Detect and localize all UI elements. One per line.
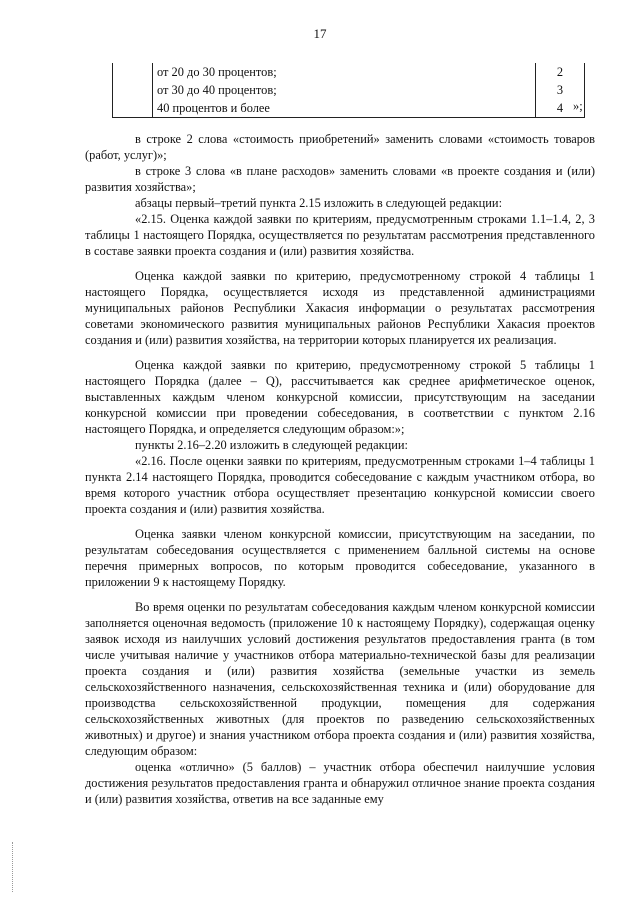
paragraph: в строке 3 слова «в плане расходов» заменить словами «в проекте создания и (или) развития хозяйства»; xyxy=(85,164,595,194)
table-cell-score: 4 xyxy=(536,99,585,118)
table-cell-label: 40 процентов и более xyxy=(153,99,536,118)
table-row xyxy=(113,63,585,81)
paragraph: оценка «отлично» (5 баллов) – участник отбора обеспечил наилучшие условия достижения результатов предоставления гранта и обнаружил отличное знание проекта создания и (или) развития хозяйства, ответив на все заданные ему xyxy=(85,760,595,806)
table-cell-label: от 20 до 30 процентов; xyxy=(153,63,536,81)
paragraph: в строке 2 слова «стоимость приобретений» заменить словами «стоимость товаров (работ, услуг)»; xyxy=(85,132,595,162)
paragraph: «2.15. Оценка каждой заявки по критериям, предусмотренным строками 1.1–1.4, 2, 3 таблицы 1 настоящего Порядка, осуществляется по результатам рассмотрения представленного в составе заявки проекта создания и (или) развития хозяйства. xyxy=(85,212,595,258)
paragraph: абзацы первый–третий пункта 2.15 изложить в следующей редакции: xyxy=(135,196,503,210)
paragraph: Оценка заявки членом конкурсной комиссии, присутствующим на заседании, по результатам собеседования осуществляется с применением балльной системы на основе перечня примерных вопросов, по которым проводится собеседование, указанного в приложении 9 к настоящему Порядку. xyxy=(85,527,595,589)
table-cell-score: 3 xyxy=(536,81,585,99)
paragraph: «2.16. После оценки заявки по критериям, предусмотренным строками 1–4 таблицы 1 пункта 2.14 настоящего Порядка, проводится собеседование с каждым участником отбора, во время которого участник отбора осуществляет презентацию конкурсной комиссии своего проекта создания и (или) развития хозяйства. xyxy=(85,454,595,516)
paragraph: пункты 2.16–2.20 изложить в следующей редакции: xyxy=(135,438,408,452)
table-cell-blank xyxy=(113,63,153,81)
table-cell-blank xyxy=(113,99,153,118)
margin-marks xyxy=(12,842,15,892)
table-row xyxy=(113,99,585,118)
table-cell-label: от 30 до 40 процентов; xyxy=(153,81,536,99)
score-table xyxy=(112,63,585,118)
document-body xyxy=(85,131,595,807)
table-cell-score: 2 xyxy=(536,63,585,81)
table-cell-blank xyxy=(113,81,153,99)
page-number: 17 xyxy=(313,26,327,41)
table-closing-quote: »; xyxy=(573,99,583,113)
paragraph: Во время оценки по результатам собеседования каждым членом конкурсной комиссии заполняется оценочная ведомость (приложение 10 к настоящему Порядку), содержащая оценку заявок исходя из наилучших условий достижения результатов предоставления гранта (в том числе учитывая наличие у участников отбора материально-технической базы для реализации проекта создания и (или) развития хозяйства (земельные участки из земель сельскохозяйственного назначения, сельскохозяйственная техника и (или) оборудование для производства сельскохозяйственной продукции, помещения для содержания сельскохозяйственных животных (для проектов по разведению сельскохозяйственных животных) и другое) и знания участником отбора проекта создания и (или) развития хозяйства, следующим образом: xyxy=(85,600,595,758)
paragraph: Оценка каждой заявки по критерию, предусмотренному строкой 5 таблицы 1 настоящего Порядка (далее – Q), рассчитывается как среднее арифметическое оценок, выставленных каждым членом конкурсной комиссии, присутствующим на заседании конкурсной комиссии при проведении собеседования, в соответствии с пунктом 2.16 настоящего Порядка, и определяется следующим образом:»; xyxy=(85,358,595,436)
table-row xyxy=(113,81,585,99)
paragraph: Оценка каждой заявки по критерию, предусмотренному строкой 4 таблицы 1 настоящего Порядка, осуществляется исходя из представленной администрациями муниципальных районов Республики Хакасия информации о результатах рассмотрения советами экономического развития муниципальных районов Республики Хакасия проектов создания и (или) развития хозяйства, на территории которых планируется их реализация. xyxy=(85,269,595,347)
